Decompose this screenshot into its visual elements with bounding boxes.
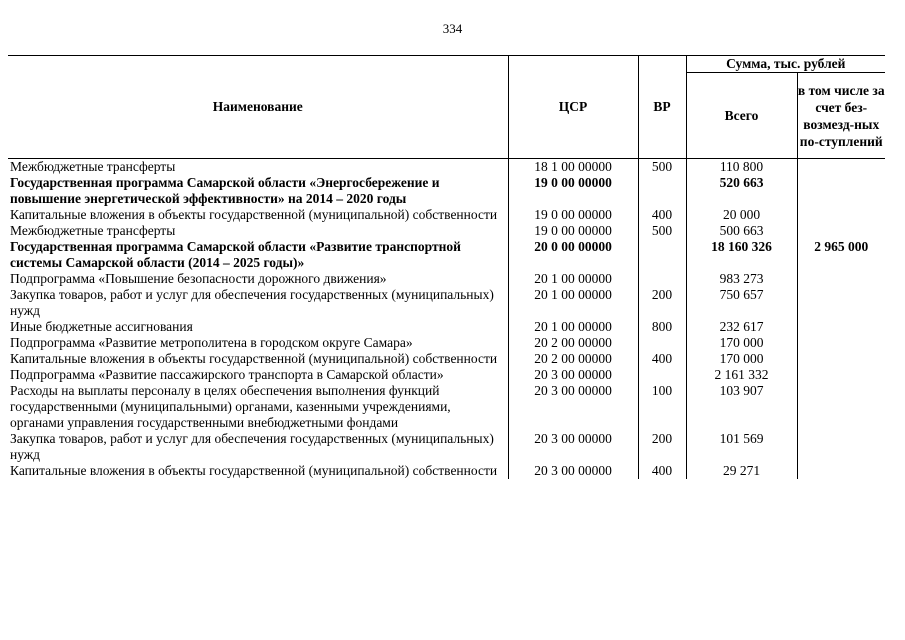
row-total-cell: 29 271 <box>686 463 797 479</box>
row-total-cell: 983 273 <box>686 271 797 287</box>
row-csr-cell: 20 3 00 00000 <box>508 367 638 383</box>
row-total-cell: 110 800 <box>686 159 797 176</box>
table-row <box>8 159 885 176</box>
row-vr-cell: 200 <box>638 287 686 319</box>
table-row <box>8 383 885 431</box>
row-name-cell: Капитальные вложения в объекты государственной (муниципальной) собственности <box>10 351 498 366</box>
row-csr-cell: 20 2 00 00000 <box>508 351 638 367</box>
row-name-cell: Государственная программа Самарской области «Энергосбережение и повышение энергетической эффективности» на 2014 – 2020 годы <box>10 175 440 206</box>
row-name-cell: Подпрограмма «Развитие пассажирского транспорта в Самарской области» <box>10 367 444 382</box>
row-total-cell: 232 617 <box>686 319 797 335</box>
row-name-cell: Закупка товаров, работ и услуг для обеспечения государственных (муниципальных) нужд <box>10 431 494 462</box>
row-vr-cell: 200 <box>638 431 686 463</box>
row-name-cell: Межбюджетные трансферты <box>10 159 176 174</box>
row-vr-cell <box>638 271 686 287</box>
row-extra-cell <box>797 287 885 319</box>
table-row <box>8 367 885 383</box>
header-total: Всего <box>686 73 797 159</box>
row-vr-cell: 400 <box>638 463 686 479</box>
row-name-cell: Капитальные вложения в объекты государственной (муниципальной) собственности <box>10 207 498 222</box>
header-sum: Сумма, тыс. рублей <box>686 56 885 73</box>
table-row <box>8 287 885 319</box>
row-csr-cell: 20 1 00 00000 <box>508 287 638 319</box>
row-extra-cell <box>797 175 885 207</box>
row-csr-cell: 20 3 00 00000 <box>508 383 638 431</box>
header-name: Наименование <box>8 56 508 159</box>
row-csr-cell: 18 1 00 00000 <box>508 159 638 176</box>
table-row <box>8 319 885 335</box>
row-name-cell: Иные бюджетные ассигнования <box>10 319 193 334</box>
row-extra-cell <box>797 335 885 351</box>
row-vr-cell <box>638 239 686 271</box>
row-total-cell: 18 160 326 <box>686 239 797 271</box>
row-extra-cell <box>797 463 885 479</box>
row-extra-cell <box>797 207 885 223</box>
table-row <box>8 239 885 271</box>
table-row <box>8 223 885 239</box>
row-total-cell: 103 907 <box>686 383 797 431</box>
row-extra-cell <box>797 431 885 463</box>
row-vr-cell: 500 <box>638 223 686 239</box>
row-total-cell: 2 161 332 <box>686 367 797 383</box>
row-extra-cell <box>797 351 885 367</box>
row-vr-cell: 100 <box>638 383 686 431</box>
row-csr-cell: 20 3 00 00000 <box>508 463 638 479</box>
row-total-cell: 500 663 <box>686 223 797 239</box>
table-row <box>8 463 885 479</box>
page-number: 334 <box>442 21 463 36</box>
table-row <box>8 351 885 367</box>
row-total-cell: 20 000 <box>686 207 797 223</box>
header-extra: в том числе за счет без-возмезд-ных по-ступлений <box>797 73 885 159</box>
row-extra-cell <box>797 367 885 383</box>
row-extra-cell: 2 965 000 <box>797 239 885 271</box>
row-csr-cell: 20 2 00 00000 <box>508 335 638 351</box>
row-vr-cell <box>638 175 686 207</box>
row-csr-cell: 19 0 00 00000 <box>508 175 638 207</box>
row-extra-cell <box>797 271 885 287</box>
header-csr: ЦСР <box>508 56 638 159</box>
row-vr-cell: 800 <box>638 319 686 335</box>
row-total-cell: 170 000 <box>686 351 797 367</box>
row-extra-cell <box>797 319 885 335</box>
table-row <box>8 207 885 223</box>
row-name-cell: Капитальные вложения в объекты государственной (муниципальной) собственности <box>10 463 498 478</box>
row-name-cell: Закупка товаров, работ и услуг для обеспечения государственных (муниципальных) нужд <box>10 287 494 318</box>
row-csr-cell: 20 3 00 00000 <box>508 431 638 463</box>
row-vr-cell: 400 <box>638 207 686 223</box>
table-body <box>8 159 885 480</box>
table-header <box>8 56 885 159</box>
row-extra-cell <box>797 159 885 176</box>
row-csr-cell: 20 1 00 00000 <box>508 271 638 287</box>
row-name-cell: Подпрограмма «Повышение безопасности дорожного движения» <box>10 271 387 286</box>
row-name-cell: Государственная программа Самарской области «Развитие транспортной системы Самарской области (2014 – 2025 годы)» <box>10 239 461 270</box>
table-row <box>8 335 885 351</box>
row-csr-cell: 19 0 00 00000 <box>508 223 638 239</box>
row-csr-cell: 20 1 00 00000 <box>508 319 638 335</box>
budget-table <box>8 55 885 479</box>
row-extra-cell <box>797 383 885 431</box>
row-csr-cell: 20 0 00 00000 <box>508 239 638 271</box>
row-csr-cell: 19 0 00 00000 <box>508 207 638 223</box>
row-name-cell: Подпрограмма «Развитие метрополитена в городском округе Самара» <box>10 335 413 350</box>
row-extra-cell <box>797 223 885 239</box>
row-total-cell: 170 000 <box>686 335 797 351</box>
row-vr-cell: 400 <box>638 351 686 367</box>
table-row <box>8 431 885 463</box>
row-name-cell: Межбюджетные трансферты <box>10 223 176 238</box>
row-vr-cell <box>638 367 686 383</box>
header-vr: ВР <box>638 56 686 159</box>
table-row <box>8 175 885 207</box>
row-total-cell: 520 663 <box>686 175 797 207</box>
row-total-cell: 750 657 <box>686 287 797 319</box>
table-row <box>8 271 885 287</box>
row-vr-cell <box>638 335 686 351</box>
row-vr-cell: 500 <box>638 159 686 176</box>
row-name-cell: Расходы на выплаты персоналу в целях обеспечения выполнения функций государственными (муниципальными) органами, казенными учреждениями, органами управления государственными внебюджетными фондами <box>10 383 451 430</box>
row-total-cell: 101 569 <box>686 431 797 463</box>
